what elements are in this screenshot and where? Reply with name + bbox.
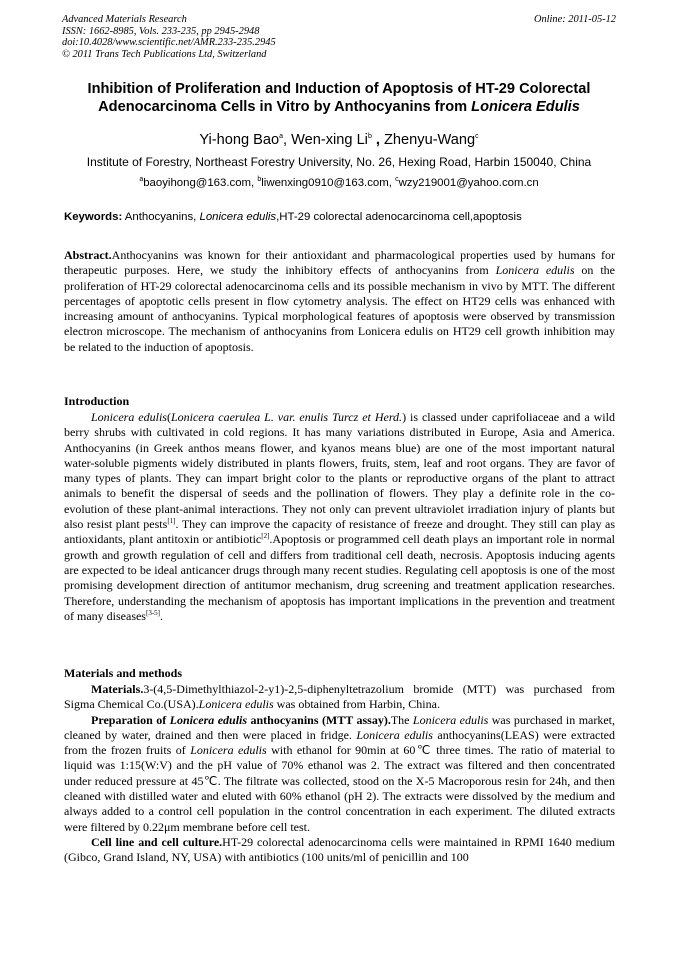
journal-name: Advanced Materials Research xyxy=(62,14,187,25)
methods-heading: Materials and methods xyxy=(64,666,182,680)
email-1[interactable]: baoyihong@163.com, xyxy=(143,177,258,189)
citation-ref[interactable]: [2] xyxy=(261,532,270,541)
author-separator: , xyxy=(283,132,292,148)
keywords-label: Keywords: xyxy=(64,211,123,223)
preparation-label-species: Lonicera edulis xyxy=(169,712,248,727)
keywords-species: Lonicera edulis xyxy=(199,211,277,223)
journal-header xyxy=(62,14,616,60)
title-line-2-text: Adenocarcinoma Cells in Vitro by Anthocyanins from xyxy=(98,99,472,115)
intro-text-4: .Apoptosis or programmed cell death plays an important role in normal growth and growth regulation of cell and differs from traditional cell death, necrosis. Apoptosis inducing agents are expected to be ideal anticancer drugs through many recent studies. Regulating cell apoptosis is one of the most promising development direction of antitumor mechanism, drug screening and treatment application researches. Therefore, understanding the mechanism of apoptosis has important implications in the prevention and treatment of many diseases xyxy=(64,532,615,623)
materials-species: Lonicera edulis xyxy=(198,697,274,712)
preparation-species: Lonicera edulis xyxy=(190,743,267,758)
materials-text-2: was obtained from Harbin, China. xyxy=(273,697,440,712)
author-2: Wen-xing Li xyxy=(291,132,368,148)
preparation-species: Lonicera edulis xyxy=(412,712,489,727)
author-1-mark: a xyxy=(279,133,284,141)
issn-line: ISSN: 1662-8985, Vols. 233-235, pp 2945-2948 xyxy=(62,25,260,37)
introduction-heading: Introduction xyxy=(64,394,130,408)
keywords-text: Anthocyanins, xyxy=(122,211,200,223)
abstract-species: Lonicera edulis xyxy=(495,263,575,278)
cell-culture-paragraph xyxy=(64,835,615,866)
preparation-text-3: anthocyanins(LEAS) were extracted from the frozen fruits of xyxy=(64,727,616,758)
abstract-text-2: on the proliferation of HT-29 colorectal adenocarcinoma cells and its possible mechanism in vivo by MTT. The different percentages of apoptotic cells present in flow cytometry analysis. The effect on HT29 cells was enhanced with increasing amount of anthocyanins. Typical morphological features of apoptosis were observed by transmission electron microscope. The mechanism of anthocyanins from Lonicera edulis on HT29 cell growth inhibition may be related to the induction of apoptosis. xyxy=(64,263,615,354)
abstract-text: Anthocyanins was known for their antioxidant and pharmacological properties used by humans for therapeutic purposes. Here, we study the inhibitory effects of anthocyanins from xyxy=(64,248,615,278)
email-3-mark: c xyxy=(395,176,399,184)
intro-text: ( xyxy=(166,410,171,424)
materials-paragraph xyxy=(64,682,615,713)
title-line-1: Inhibition of Proliferation and Induction of Apoptosis of HT-29 Colorectal xyxy=(87,81,591,97)
abstract-label: Abstract. xyxy=(64,248,112,262)
author-3-mark: c xyxy=(475,133,479,141)
citation-ref[interactable]: [3-5] xyxy=(145,608,160,617)
author-2-mark: b xyxy=(367,133,372,141)
intro-text-2: ) is classed under caprifoliaceae and a wild berry shrubs with cultivated in cold regions. It has many variations distributed in Europe, Asia and America. Anthocyanins (in Greek anthos means flower, and kyanos means blue) are one of the most important natural water-soluble pigments widely distributed in plants flowers, fruits, stem, leaf and root organs. They are favor of many types of plants. They can impart bright color to the plants or reproductive organs of the plant to attract animals to benefit the dispersal of seeds and the pollination of flowers. They play a definite role in the co-evolution of these plant-animal interactions. They not only can prevent ultraviolet irradiation injury of plants but also resist plant pests xyxy=(64,410,615,532)
abstract xyxy=(64,248,615,355)
keywords xyxy=(64,210,624,225)
title-species: Lonicera Edulis xyxy=(471,99,580,115)
preparation-text-4: with ethanol for 90min at 60℃ three times. The ratio of material to liquid was 1:15(W:V) and the pH value of 70% ethanol was 2. The extract was filtered and then concentrated under reduced pressure at 45℃. The filtrate was collected, stood on the X-5 Macroporous resin for 24h, and then cleaned with distilled water and eluted with 60% ethanol (pH 2). The extracts were dissolved by the medium and always added to a control cell population in the control concentration in each experiment. The diluted extracts were filtered by 0.22μm membrane before cell test. xyxy=(64,743,615,834)
email-1-mark: a xyxy=(139,176,144,184)
materials-text: 3-(4,5-Dimethylthiazol-2-y1)-2,5-diphenyltetrazolium bromide (MTT) was purchased from Sigma Chemical Co.(USA). xyxy=(64,682,615,712)
preparation-label-2: anthocyanins (MTT assay). xyxy=(247,712,391,727)
materials-label: Materials. xyxy=(91,682,144,696)
online-date: Online: 2011-05-12 xyxy=(533,14,616,25)
author-1: Yi-hong Bao xyxy=(199,132,280,148)
doi-line: doi:10.4028/www.scientific.net/AMR.233-235.2945 xyxy=(62,37,276,49)
preparation-species: Lonicera edulis xyxy=(356,727,433,742)
preparation-text: The xyxy=(390,712,413,727)
preparation-label: Preparation of xyxy=(91,712,170,727)
email-2[interactable]: liwenxing0910@163.com, xyxy=(261,177,396,189)
cell-culture-label: Cell line and cell culture. xyxy=(91,834,223,849)
intro-text-3: . They can improve the capacity of resistance of freeze and drought. They still can play as antioxidants, plant antitoxin or antibiotic xyxy=(64,517,615,547)
title-line-2 xyxy=(40,98,638,116)
author-list xyxy=(40,131,638,149)
cell-culture-text: HT-29 colorectal adenocarcinoma cells were maintained in RPMI 1640 medium (Gibco, Grand Island, NY, USA) with antibiotics (100 units/ml of penicillin and 100 xyxy=(64,834,615,865)
author-3: Zhenyu-Wang xyxy=(384,132,476,148)
author-emails xyxy=(40,176,638,191)
citation-ref[interactable]: [1] xyxy=(167,517,176,526)
intro-species-full: Lonicera caerulea L. var. enulis Turcz et Herd. xyxy=(170,410,403,424)
preparation-text-2: was purchased in market, cleaned by water, drained and then were placed in fridge. xyxy=(64,712,616,742)
intro-text-5: . xyxy=(159,608,163,623)
copyright-line: © 2011 Trans Tech Publications Ltd, Switzerland xyxy=(62,48,267,60)
methods-body xyxy=(64,682,615,866)
email-3[interactable]: wzy219001@yahoo.com.cn xyxy=(398,177,539,189)
intro-species: Lonicera edulis xyxy=(91,410,167,424)
author-separator: , xyxy=(371,132,385,148)
introduction-body xyxy=(64,410,615,624)
paper-title xyxy=(40,80,638,116)
preparation-paragraph xyxy=(64,713,615,835)
affiliation: Institute of Forestry, Northeast Forestry University, No. 26, Hexing Road, Harbin 150040, China xyxy=(86,155,592,169)
keywords-text-2: ,HT-29 colorectal adenocarcinoma cell,apoptosis xyxy=(276,211,522,223)
email-2-mark: b xyxy=(257,176,262,184)
